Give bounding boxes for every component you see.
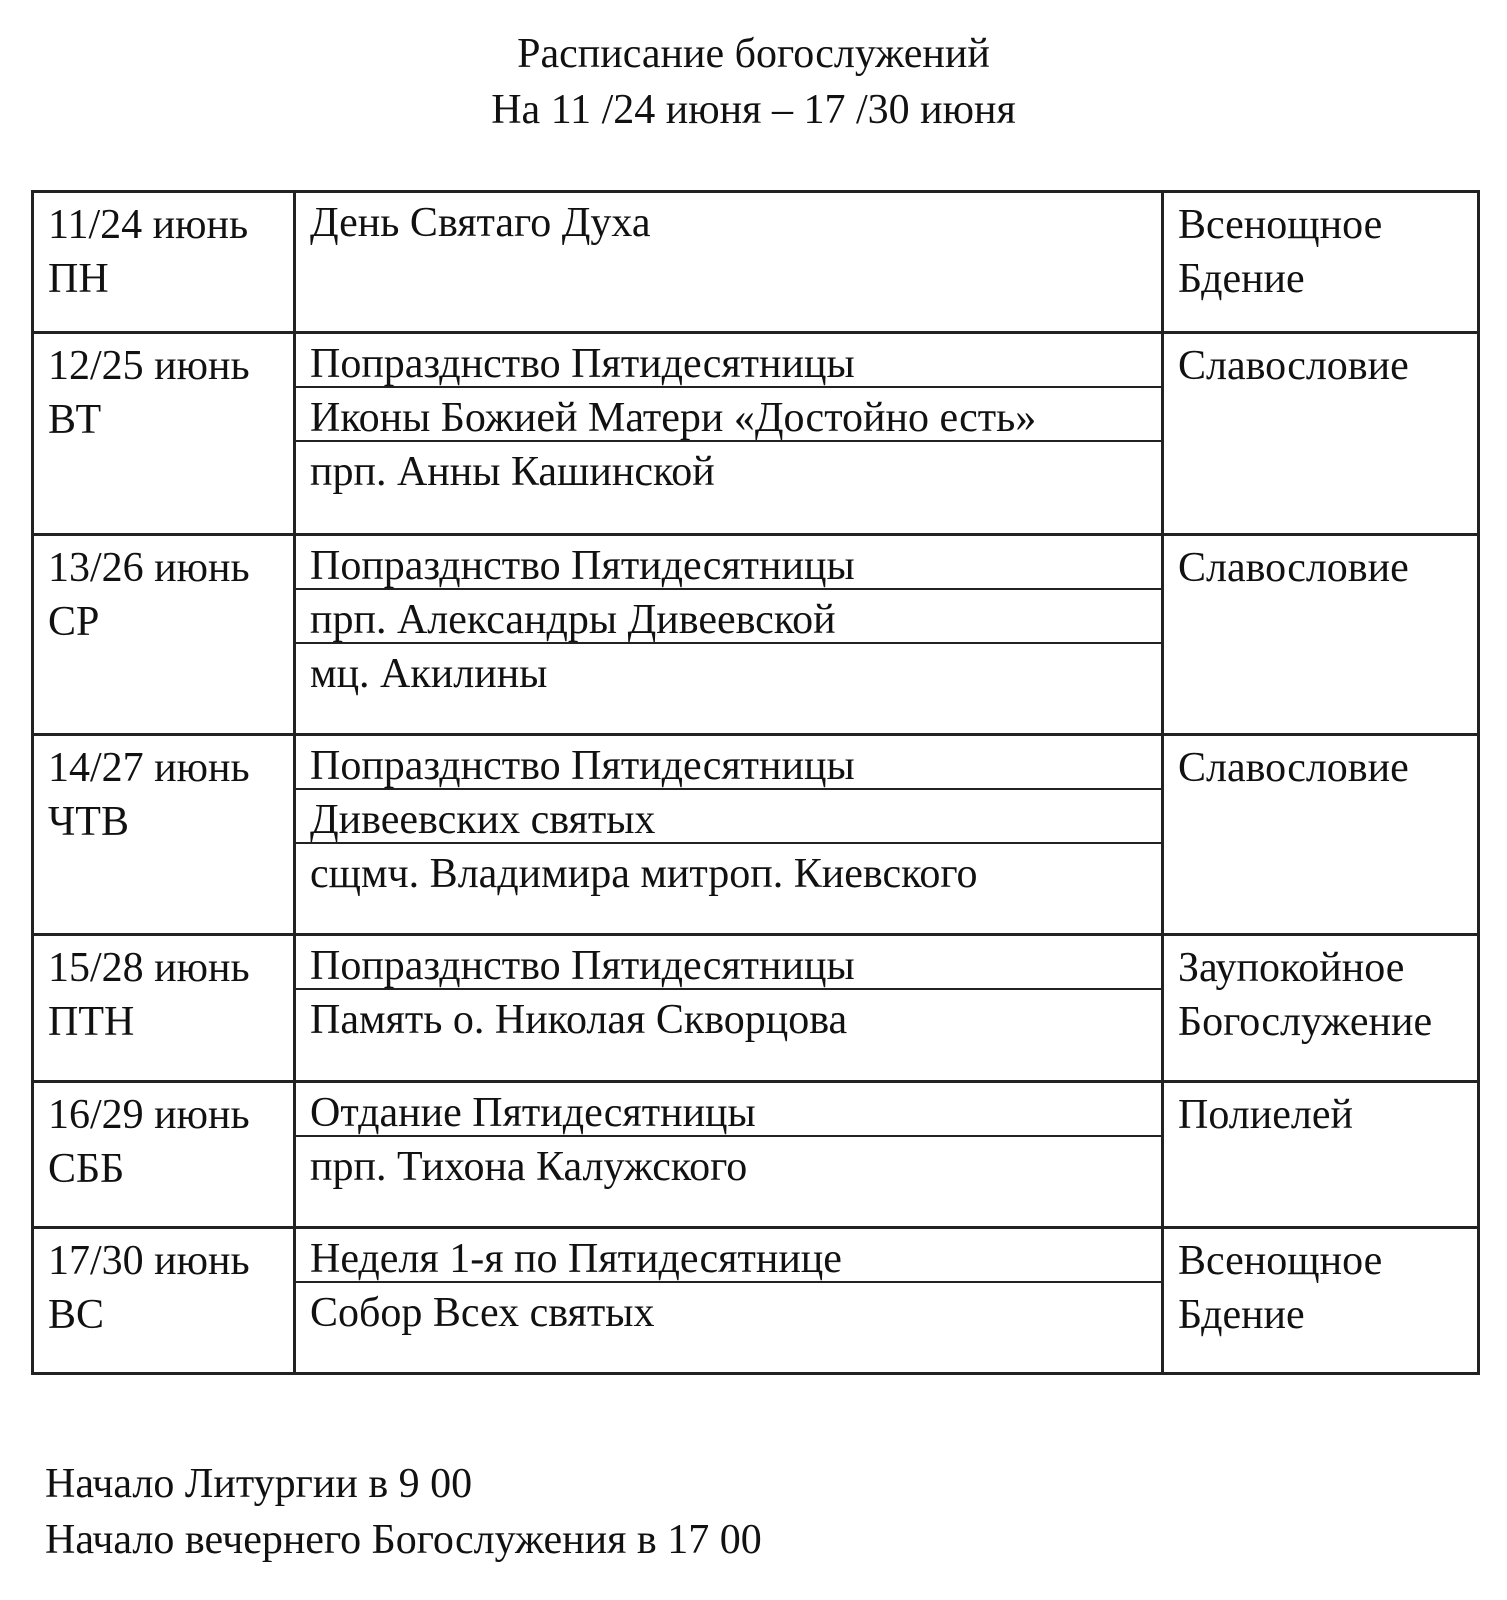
feast-entry: Попразднство Пятидесятницы — [296, 736, 1161, 790]
date-text: 12/25 июнь — [48, 343, 250, 389]
date-text: 11/24 июнь — [48, 202, 249, 248]
description-cell — [295, 1228, 1163, 1374]
service-text: Всенощное — [1178, 1238, 1383, 1284]
weekday-text: ЧТВ — [48, 799, 129, 845]
service-text: Славословие — [1178, 343, 1409, 389]
table-row — [33, 192, 1479, 333]
weekday-text: СР — [48, 599, 100, 645]
title-line-2: На 11 /24 июня – 17 /30 июня — [491, 87, 1016, 133]
service-text: Бдение — [1178, 1292, 1305, 1338]
date-text: 13/26 июнь — [48, 545, 250, 591]
weekday-text: ВТ — [48, 397, 102, 443]
feast-entry: сщмч. Владимира митроп. Киевского — [310, 851, 978, 897]
date-cell — [33, 333, 295, 535]
service-text: Всенощное — [1178, 202, 1383, 248]
feast-entry: мц. Акилины — [310, 651, 548, 697]
date-cell — [33, 192, 295, 333]
schedule-table — [31, 190, 1480, 1375]
evening-service-start-time: Начало вечернего Богослужения в 17 00 — [45, 1517, 762, 1563]
date-cell — [33, 1082, 295, 1228]
service-text: Полиелей — [1178, 1092, 1353, 1138]
service-text: Славословие — [1178, 545, 1409, 591]
date-text: 14/27 июнь — [48, 745, 250, 791]
service-cell — [1163, 535, 1479, 735]
service-text: Бдение — [1178, 256, 1305, 302]
table-row — [33, 1082, 1479, 1228]
description-cell — [295, 535, 1163, 735]
table-row — [33, 735, 1479, 935]
service-cell — [1163, 1228, 1479, 1374]
feast-entry: Попразднство Пятидесятницы — [296, 334, 1161, 388]
feast-entry: прп. Анны Кашинской — [310, 449, 715, 495]
footer-notes — [45, 1456, 762, 1568]
description-cell — [295, 935, 1163, 1082]
document-title — [0, 26, 1507, 138]
feast-entry: Собор Всех святых — [310, 1290, 655, 1336]
date-text: 16/29 июнь — [48, 1092, 250, 1138]
date-cell — [33, 935, 295, 1082]
feast-entry: прп. Александры Дивеевской — [296, 590, 1161, 644]
feast-entry: Дивеевских святых — [296, 790, 1161, 844]
weekday-text: ПТН — [48, 999, 135, 1045]
table-row — [33, 333, 1479, 535]
feast-entry: Иконы Божией Матери «Достойно есть» — [296, 388, 1161, 442]
feast-entry: прп. Тихона Калужского — [310, 1144, 748, 1190]
service-text: Славословие — [1178, 745, 1409, 791]
table-row — [33, 935, 1479, 1082]
weekday-text: ПН — [48, 256, 109, 302]
feast-entry: Неделя 1-я по Пятидесятнице — [296, 1229, 1161, 1283]
date-text: 17/30 июнь — [48, 1238, 250, 1284]
service-text: Богослужение — [1178, 999, 1433, 1045]
description-cell — [295, 735, 1163, 935]
feast-entry: Память о. Николая Скворцова — [310, 997, 848, 1043]
service-cell — [1163, 192, 1479, 333]
feast-entry: Попразднство Пятидесятницы — [296, 936, 1161, 990]
description-cell — [295, 1082, 1163, 1228]
service-text: Заупокойное — [1178, 945, 1405, 991]
service-cell — [1163, 333, 1479, 535]
date-text: 15/28 июнь — [48, 945, 250, 991]
table-row — [33, 1228, 1479, 1374]
date-cell — [33, 1228, 295, 1374]
weekday-text: СББ — [48, 1146, 125, 1192]
date-cell — [33, 735, 295, 935]
service-cell — [1163, 1082, 1479, 1228]
feast-entry: Попразднство Пятидесятницы — [296, 536, 1161, 590]
service-cell — [1163, 735, 1479, 935]
description-cell — [295, 333, 1163, 535]
description-cell — [295, 192, 1163, 333]
feast-entry: Отдание Пятидесятницы — [296, 1083, 1161, 1137]
table-row — [33, 535, 1479, 735]
liturgy-start-time: Начало Литургии в 9 00 — [45, 1461, 473, 1507]
date-cell — [33, 535, 295, 735]
title-line-1: Расписание богослужений — [517, 31, 990, 77]
feast-entry: День Святаго Духа — [310, 200, 651, 246]
service-cell — [1163, 935, 1479, 1082]
weekday-text: ВС — [48, 1292, 105, 1338]
